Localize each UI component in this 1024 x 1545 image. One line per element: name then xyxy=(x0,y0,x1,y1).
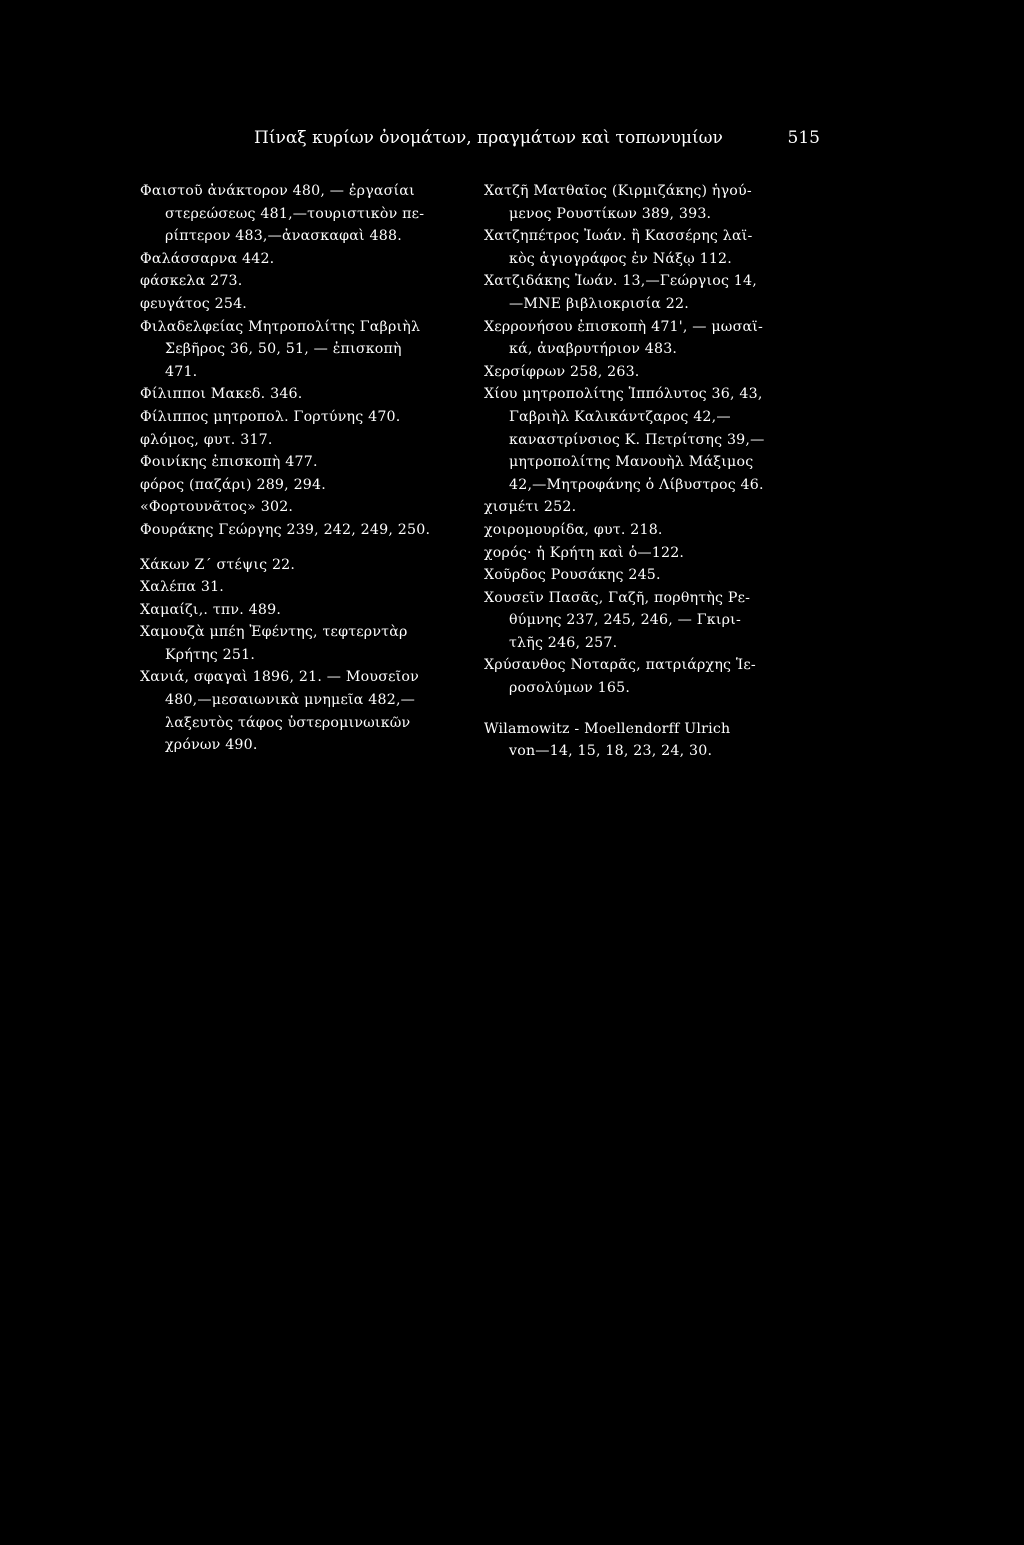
index-entry: Χουσεῖν Πασᾶς, Γαζῆ, πορθητὴς Ρε- θύμνης 237, 245, 246, — Γκιρι- τλῆς 246, 257. xyxy=(484,589,751,651)
index-entry: Χάκων Ζ΄ στέψις 22. xyxy=(140,556,296,573)
index-entry: Χαμαίζι,. τπν. 489. xyxy=(140,601,282,618)
index-entry: Χανιά, σφαγαὶ 1896, 21. — Μουσεῖον 480,—μεσαιωνικὰ μνημεῖα 482,— λαξευτὸς τάφος ὑστερομινωικῶν χρόνων 490. xyxy=(140,669,419,754)
index-entry: φόρος (παζάρι) 289, 294. xyxy=(140,476,326,493)
index-entry: χοιρομουρίδα, φυτ. 218. xyxy=(484,521,663,538)
index-entry: Χαμουζὰ μπέη Ἐφέντης, τεφτερντὰρ Κρήτης 251. xyxy=(140,624,408,663)
index-entry: Φαλάσσαρνα 442. xyxy=(140,250,275,267)
index-entry: φευγάτος 254. xyxy=(140,295,248,312)
index-entry: Χερσίφρων 258, 263. xyxy=(484,363,640,380)
index-entry: Χρύσανθος Νοταρᾶς, πατριάρχης Ἱε- ροσολύμων 165. xyxy=(484,657,756,697)
index-column-right xyxy=(484,180,824,763)
page-number: 515 xyxy=(787,128,820,148)
index-entry: Χατζιδάκης Ἰωάν. 13,—Γεώργιος 14, —ΜΝΕ βιβλιοκρισία 22. xyxy=(484,273,757,312)
running-head-title: Πίναξ κυρίων ὀνομάτων, πραγμάτων καὶ τοπωνυμίων xyxy=(254,128,723,148)
index-entry: Χαλέπα 31. xyxy=(140,579,225,596)
index-entry: Χατζῆ Ματθαῖος (Κιρμιζάκης) ἡγού- μενος Ρουστίκων 389, 393. xyxy=(484,183,752,222)
index-entry: Φίλιπποι Μακεδ. 346. xyxy=(140,386,303,403)
index-entry: Φαιστοῦ ἀνάκτορον 480, — ἐργασίαι στερεώσεως 481,—τουριστικὸν πε- ρίπτερον 483,—ἀνασκαφαὶ 488. xyxy=(140,183,425,245)
index-entry: φάσκελα 273. xyxy=(140,273,243,290)
index-entry: Φίλιππος μητροπολ. Γορτύνης 470. xyxy=(140,408,401,425)
running-head xyxy=(140,126,820,150)
index-entry: Χερρονήσου ἐπισκοπὴ 471', — μωσαϊ- κά, ἀναβρυτήριον 483. xyxy=(484,318,763,358)
index-entry: Χοῦρδος Ρουσάκης 245. xyxy=(484,567,661,584)
index-entry: Φουράκης Γεώργης 239, 242, 249, 250. xyxy=(140,521,431,538)
index-column-left xyxy=(140,180,480,757)
index-entry: χισμέτι 252. xyxy=(484,499,577,516)
index-entry: Wilamowitz - Moellendorff Ulrich von—14, 15, 18, 23, 24, 30. xyxy=(484,720,731,760)
index-entry: Φοινίκης ἐπισκοπὴ 477. xyxy=(140,454,318,471)
index-entry: χορός· ἡ Κρήτη καὶ ὁ—122. xyxy=(484,544,685,561)
index-entry: «Φορτουνᾶτος» 302. xyxy=(140,499,294,516)
index-entry: φλόμος, φυτ. 317. xyxy=(140,431,273,448)
index-entry: Φιλαδελφείας Μητροπολίτης Γαβριὴλ Σεβῆρος 36, 50, 51, — ἐπισκοπὴ 471. xyxy=(140,318,421,380)
index-entry: Χατζηπέτρος Ἰωάν. ἢ Κασσέρης λαϊ- κὸς ἁγιογράφος ἐν Νάξῳ 112. xyxy=(484,228,753,267)
index-entry: Χίου μητροπολίτης Ἱππόλυτος 36, 43, Γαβριὴλ Καλικάντζαρος 42,— καναστρίνσιος Κ. Πετρίτσης 39,— μητροπολίτης Μανουὴλ Μάξιμος 42,—Μητροφάνης ὁ Λίβυστρος 46. xyxy=(484,386,765,493)
